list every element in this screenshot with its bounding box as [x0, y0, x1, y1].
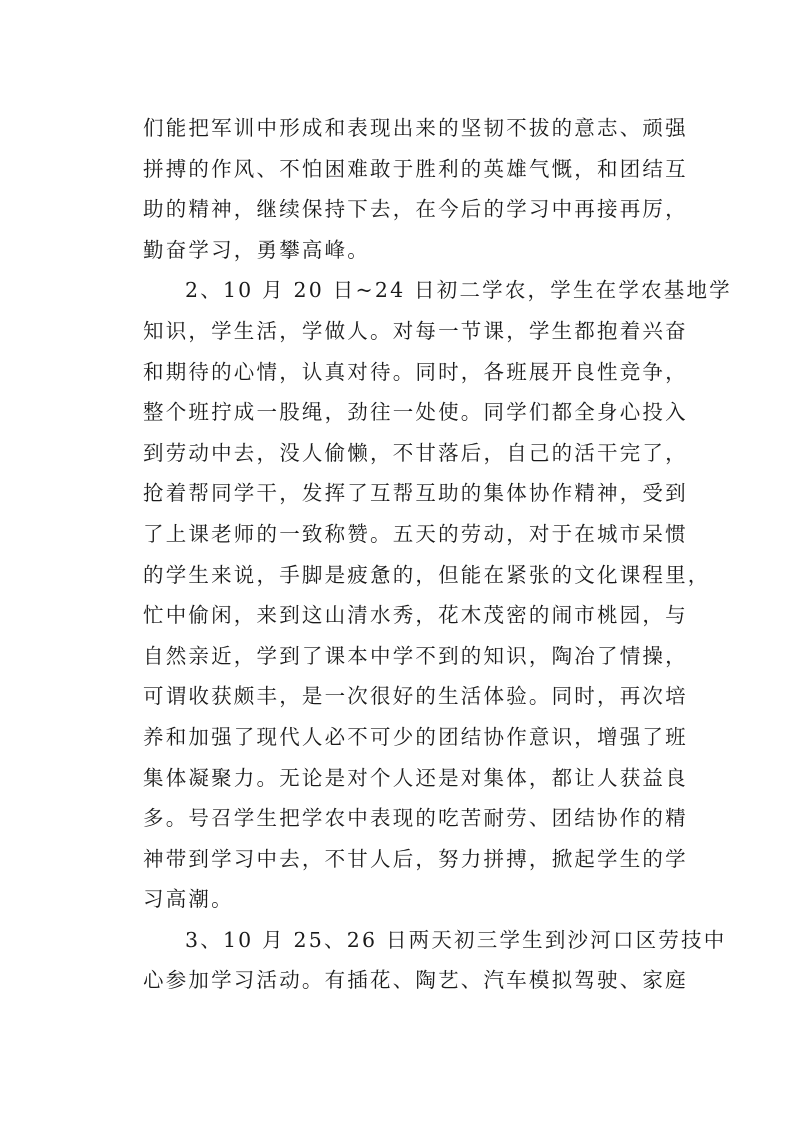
paragraph-3 — [143, 920, 727, 1001]
paragraph-1 — [143, 108, 688, 270]
text-line: 多。号召学生把学农中表现的吃苦耐劳、团结协作的精 — [143, 806, 688, 831]
text-line: 3、10 月 25、26 日两天初三学生到沙河口区劳技中 — [185, 927, 727, 952]
text-line: 神带到学习中去，不甘人后，努力拼搏，掀起学生的学 — [143, 846, 688, 871]
text-line: 拼搏的作风、不怕困难敢于胜利的英雄气慨，和团结互 — [143, 156, 688, 181]
text-line: 们能把军训中形成和表现出来的坚韧不拔的意志、顽强 — [143, 116, 688, 140]
text-line: 习高潮。 — [143, 887, 234, 912]
text-line: 整个班拧成一股绳，劲往一处使。同学们都全身心投入 — [143, 400, 688, 425]
text-line: 养和加强了现代人必不可少的团结协作意识，增强了班 — [143, 724, 688, 749]
text-line: 2、10 月 20 日~24 日初二学农，学生在学农基地学 — [185, 278, 732, 303]
text-line: 可谓收获颇丰，是一次很好的生活体验。同时，再次培 — [143, 684, 688, 709]
text-line: 的学生来说，手脚是疲惫的，但能在紧张的文化课程里， — [143, 562, 711, 587]
paragraph-2 — [143, 270, 732, 920]
text-line: 助的精神，继续保持下去，在今后的学习中再接再厉， — [143, 197, 688, 222]
text-line: 了上课老师的一致称赞。五天的劳动，对于在城市呆惯 — [143, 521, 688, 546]
text-line: 抢着帮同学干，发挥了互帮互助的集体协作精神，受到 — [143, 481, 688, 506]
text-line: 和期待的心情，认真对待。同时，各班展开良性竞争， — [143, 359, 688, 384]
text-line: 勤奋学习，勇攀高峰。 — [143, 237, 370, 262]
text-line: 到劳动中去，没人偷懒，不甘落后，自己的活干完了， — [143, 440, 688, 465]
text-line: 集体凝聚力。无论是对个人还是对集体，都让人获益良 — [143, 765, 688, 790]
document-body — [143, 108, 732, 1001]
text-line: 忙中偷闲，来到这山清水秀，花木茂密的闹市桃园，与 — [143, 603, 688, 628]
text-line: 知识，学生活，学做人。对每一节课，学生都抱着兴奋 — [143, 318, 688, 343]
text-line: 心参加学习活动。有插花、陶艺、汽车模拟驾驶、家庭 — [143, 968, 688, 993]
text-line: 自然亲近，学到了课本中学不到的知识，陶冶了情操， — [143, 643, 688, 668]
